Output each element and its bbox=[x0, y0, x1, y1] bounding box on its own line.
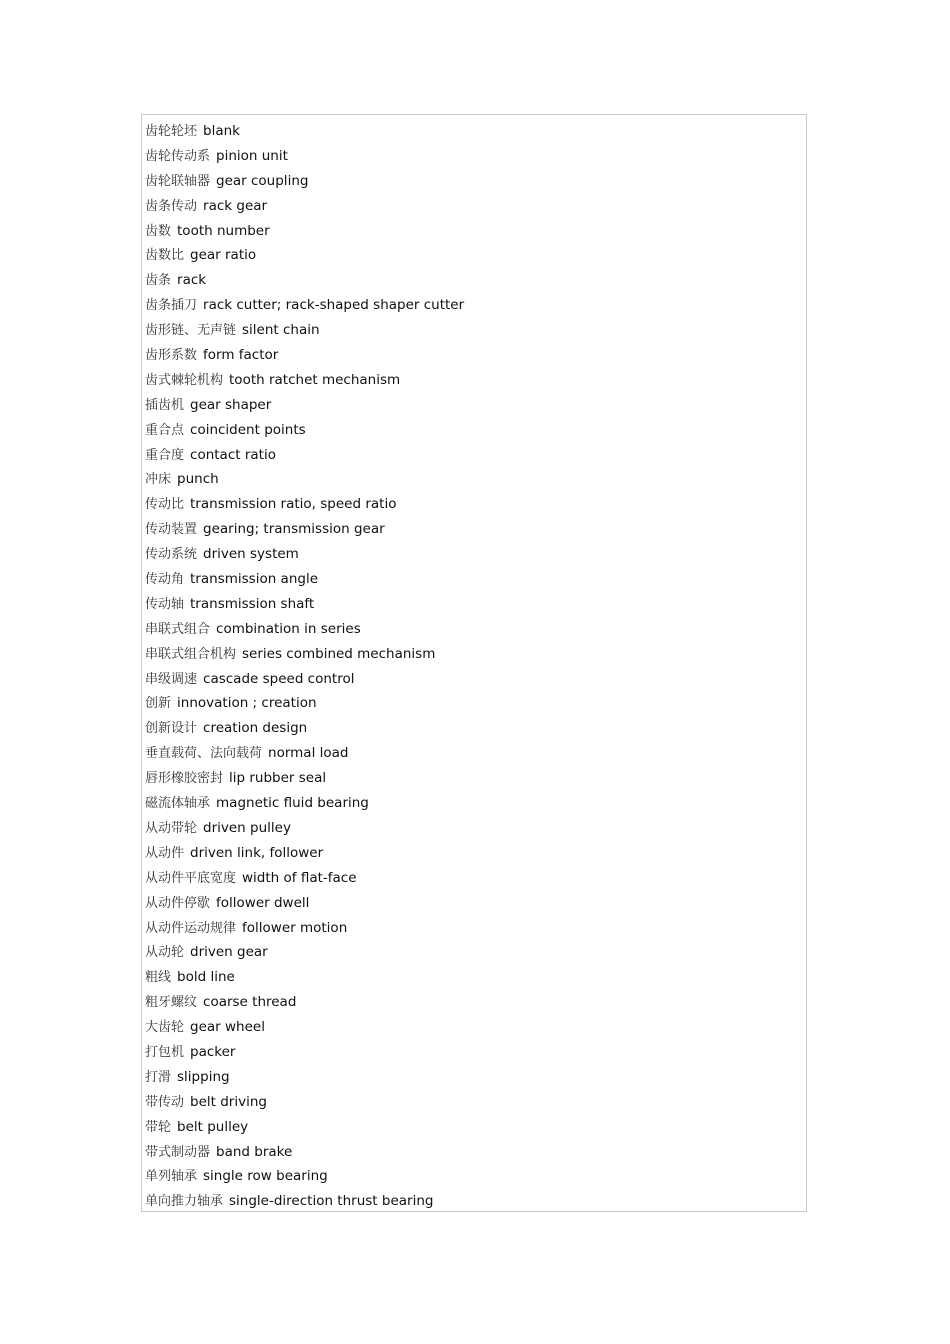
chinese-term: 从动带轮 bbox=[145, 820, 198, 836]
glossary-entry bbox=[145, 818, 806, 843]
chinese-term: 从动轮 bbox=[145, 945, 185, 961]
english-term: tooth number bbox=[177, 222, 270, 239]
chinese-term: 垂直载荷、法向载荷 bbox=[145, 746, 263, 762]
english-term: rack cutter; rack-shaped shaper cutter bbox=[203, 297, 465, 314]
chinese-term: 串联式组合机构 bbox=[145, 646, 237, 662]
english-term: pinion unit bbox=[216, 147, 288, 164]
glossary-entry bbox=[145, 843, 806, 868]
chinese-term: 传动角 bbox=[145, 572, 185, 588]
english-term: series combined mechanism bbox=[242, 645, 436, 662]
glossary-entry bbox=[145, 1166, 806, 1191]
english-term: driven pulley bbox=[203, 819, 291, 836]
glossary-entry bbox=[145, 793, 806, 818]
glossary-entry bbox=[145, 370, 806, 395]
glossary-entry bbox=[145, 420, 806, 445]
chinese-term: 齿条 bbox=[145, 273, 172, 289]
english-term: gear shaper bbox=[190, 396, 272, 413]
english-term: driven gear bbox=[190, 944, 268, 961]
english-term: cascade speed control bbox=[203, 670, 355, 687]
glossary-entry bbox=[145, 693, 806, 718]
chinese-term: 带式制动器 bbox=[145, 1144, 211, 1160]
english-term: packer bbox=[190, 1043, 236, 1060]
english-term: bold line bbox=[177, 969, 235, 986]
chinese-term: 粗线 bbox=[145, 970, 172, 986]
glossary-entry bbox=[145, 1092, 806, 1117]
english-term: follower dwell bbox=[216, 894, 310, 911]
english-term: coarse thread bbox=[203, 994, 297, 1011]
chinese-term: 带轮 bbox=[145, 1119, 172, 1135]
glossary-entry bbox=[145, 918, 806, 943]
english-term: magnetic fluid bearing bbox=[216, 795, 369, 812]
english-term: punch bbox=[177, 471, 219, 488]
english-term: band brake bbox=[216, 1143, 293, 1160]
english-term: driven link, follower bbox=[190, 844, 324, 861]
glossary-entry bbox=[145, 320, 806, 345]
english-term: lip rubber seal bbox=[229, 770, 327, 787]
english-term: blank bbox=[203, 123, 240, 139]
glossary-entry bbox=[145, 345, 806, 370]
glossary-entry bbox=[145, 519, 806, 544]
chinese-term: 粗牙螺纹 bbox=[145, 995, 198, 1011]
chinese-term: 打包机 bbox=[145, 1044, 185, 1060]
glossary-entry bbox=[145, 1142, 806, 1167]
chinese-term: 从动件平底宽度 bbox=[145, 870, 237, 886]
chinese-term: 创新 bbox=[145, 696, 172, 712]
english-term: tooth ratchet mechanism bbox=[229, 371, 401, 388]
glossary-entry bbox=[145, 669, 806, 694]
glossary-entry bbox=[145, 992, 806, 1017]
glossary-entry bbox=[145, 644, 806, 669]
english-term: contact ratio bbox=[190, 446, 276, 463]
chinese-term: 从动件停歇 bbox=[145, 895, 211, 911]
glossary-entry bbox=[145, 967, 806, 992]
chinese-term: 从动件运动规律 bbox=[145, 920, 237, 936]
english-term: gear wheel bbox=[190, 1019, 265, 1036]
chinese-term: 打滑 bbox=[145, 1069, 172, 1085]
chinese-term: 齿轮联轴器 bbox=[145, 173, 211, 189]
glossary-entry bbox=[145, 245, 806, 270]
english-term: transmission shaft bbox=[190, 595, 315, 612]
chinese-term: 单向推力轴承 bbox=[145, 1194, 224, 1210]
chinese-term: 单列轴承 bbox=[145, 1169, 198, 1185]
glossary-entry bbox=[145, 1017, 806, 1042]
glossary-entry bbox=[145, 121, 806, 146]
english-term: form factor bbox=[203, 347, 279, 364]
chinese-term: 创新设计 bbox=[145, 721, 198, 737]
english-term: normal load bbox=[268, 745, 349, 762]
chinese-term: 齿轮传动系 bbox=[145, 148, 211, 164]
chinese-term: 传动比 bbox=[145, 497, 185, 513]
english-term: gearing; transmission gear bbox=[203, 521, 385, 538]
glossary-entry bbox=[145, 445, 806, 470]
english-term: rack bbox=[177, 272, 207, 289]
glossary-entry bbox=[145, 494, 806, 519]
chinese-term: 冲床 bbox=[145, 472, 172, 488]
glossary-entry bbox=[145, 1117, 806, 1142]
glossary-entry bbox=[145, 295, 806, 320]
english-term: belt pulley bbox=[177, 1118, 249, 1135]
glossary-entry bbox=[145, 146, 806, 171]
chinese-term: 传动轴 bbox=[145, 596, 185, 612]
chinese-term: 串联式组合 bbox=[145, 621, 211, 637]
glossary-entry bbox=[145, 942, 806, 967]
english-term: single-direction thrust bearing bbox=[229, 1193, 434, 1210]
chinese-term: 传动装置 bbox=[145, 522, 198, 538]
chinese-term: 齿条插刀 bbox=[145, 298, 198, 314]
chinese-term: 传动系统 bbox=[145, 547, 198, 563]
english-term: follower motion bbox=[242, 919, 348, 936]
glossary-entry bbox=[145, 544, 806, 569]
glossary-entry bbox=[145, 1067, 806, 1092]
english-term: creation design bbox=[203, 720, 308, 737]
english-term: driven system bbox=[203, 546, 299, 563]
glossary-entry bbox=[145, 469, 806, 494]
english-term: combination in series bbox=[216, 620, 361, 637]
chinese-term: 插齿机 bbox=[145, 397, 185, 413]
glossary-entry bbox=[145, 594, 806, 619]
chinese-term: 从动件 bbox=[145, 845, 185, 861]
glossary-entry bbox=[145, 270, 806, 295]
chinese-term: 磁流体轴承 bbox=[145, 796, 211, 812]
chinese-term: 齿条传动 bbox=[145, 198, 198, 214]
english-term: rack gear bbox=[203, 197, 268, 214]
glossary-entry bbox=[145, 1191, 806, 1216]
glossary-list bbox=[142, 115, 806, 1216]
english-term: belt driving bbox=[190, 1093, 267, 1110]
english-term: single row bearing bbox=[203, 1168, 328, 1185]
english-term: gear ratio bbox=[190, 247, 257, 264]
glossary-entry bbox=[145, 868, 806, 893]
english-term: transmission ratio, speed ratio bbox=[190, 496, 397, 513]
glossary-entry bbox=[145, 718, 806, 743]
english-term: innovation ; creation bbox=[177, 695, 317, 712]
chinese-term: 齿式棘轮机构 bbox=[145, 372, 224, 388]
chinese-term: 带传动 bbox=[145, 1094, 185, 1110]
chinese-term: 串级调速 bbox=[145, 671, 198, 687]
english-term: silent chain bbox=[242, 322, 320, 339]
chinese-term: 齿形链、无声链 bbox=[145, 323, 237, 339]
english-term: width of flat-face bbox=[242, 869, 357, 886]
glossary-entry bbox=[145, 221, 806, 246]
glossary-entry bbox=[145, 395, 806, 420]
glossary-entry bbox=[145, 1042, 806, 1067]
chinese-term: 重合度 bbox=[145, 447, 185, 463]
english-term: gear coupling bbox=[216, 172, 309, 189]
english-term: transmission angle bbox=[190, 571, 319, 588]
glossary-table bbox=[141, 114, 807, 1212]
glossary-entry bbox=[145, 619, 806, 644]
chinese-term: 大齿轮 bbox=[145, 1020, 185, 1036]
chinese-term: 齿数 bbox=[145, 223, 172, 239]
chinese-term: 齿形系数 bbox=[145, 348, 198, 364]
glossary-entry bbox=[145, 893, 806, 918]
english-term: slipping bbox=[177, 1068, 230, 1085]
glossary-entry bbox=[145, 743, 806, 768]
glossary-entry bbox=[145, 171, 806, 196]
glossary-entry bbox=[145, 768, 806, 793]
glossary-entry bbox=[145, 569, 806, 594]
chinese-term: 齿数比 bbox=[145, 248, 185, 264]
english-term: coincident points bbox=[190, 421, 306, 438]
chinese-term: 齿轮轮坯 bbox=[145, 124, 198, 139]
chinese-term: 重合点 bbox=[145, 422, 185, 438]
glossary-entry bbox=[145, 196, 806, 221]
chinese-term: 唇形橡胶密封 bbox=[145, 771, 224, 787]
